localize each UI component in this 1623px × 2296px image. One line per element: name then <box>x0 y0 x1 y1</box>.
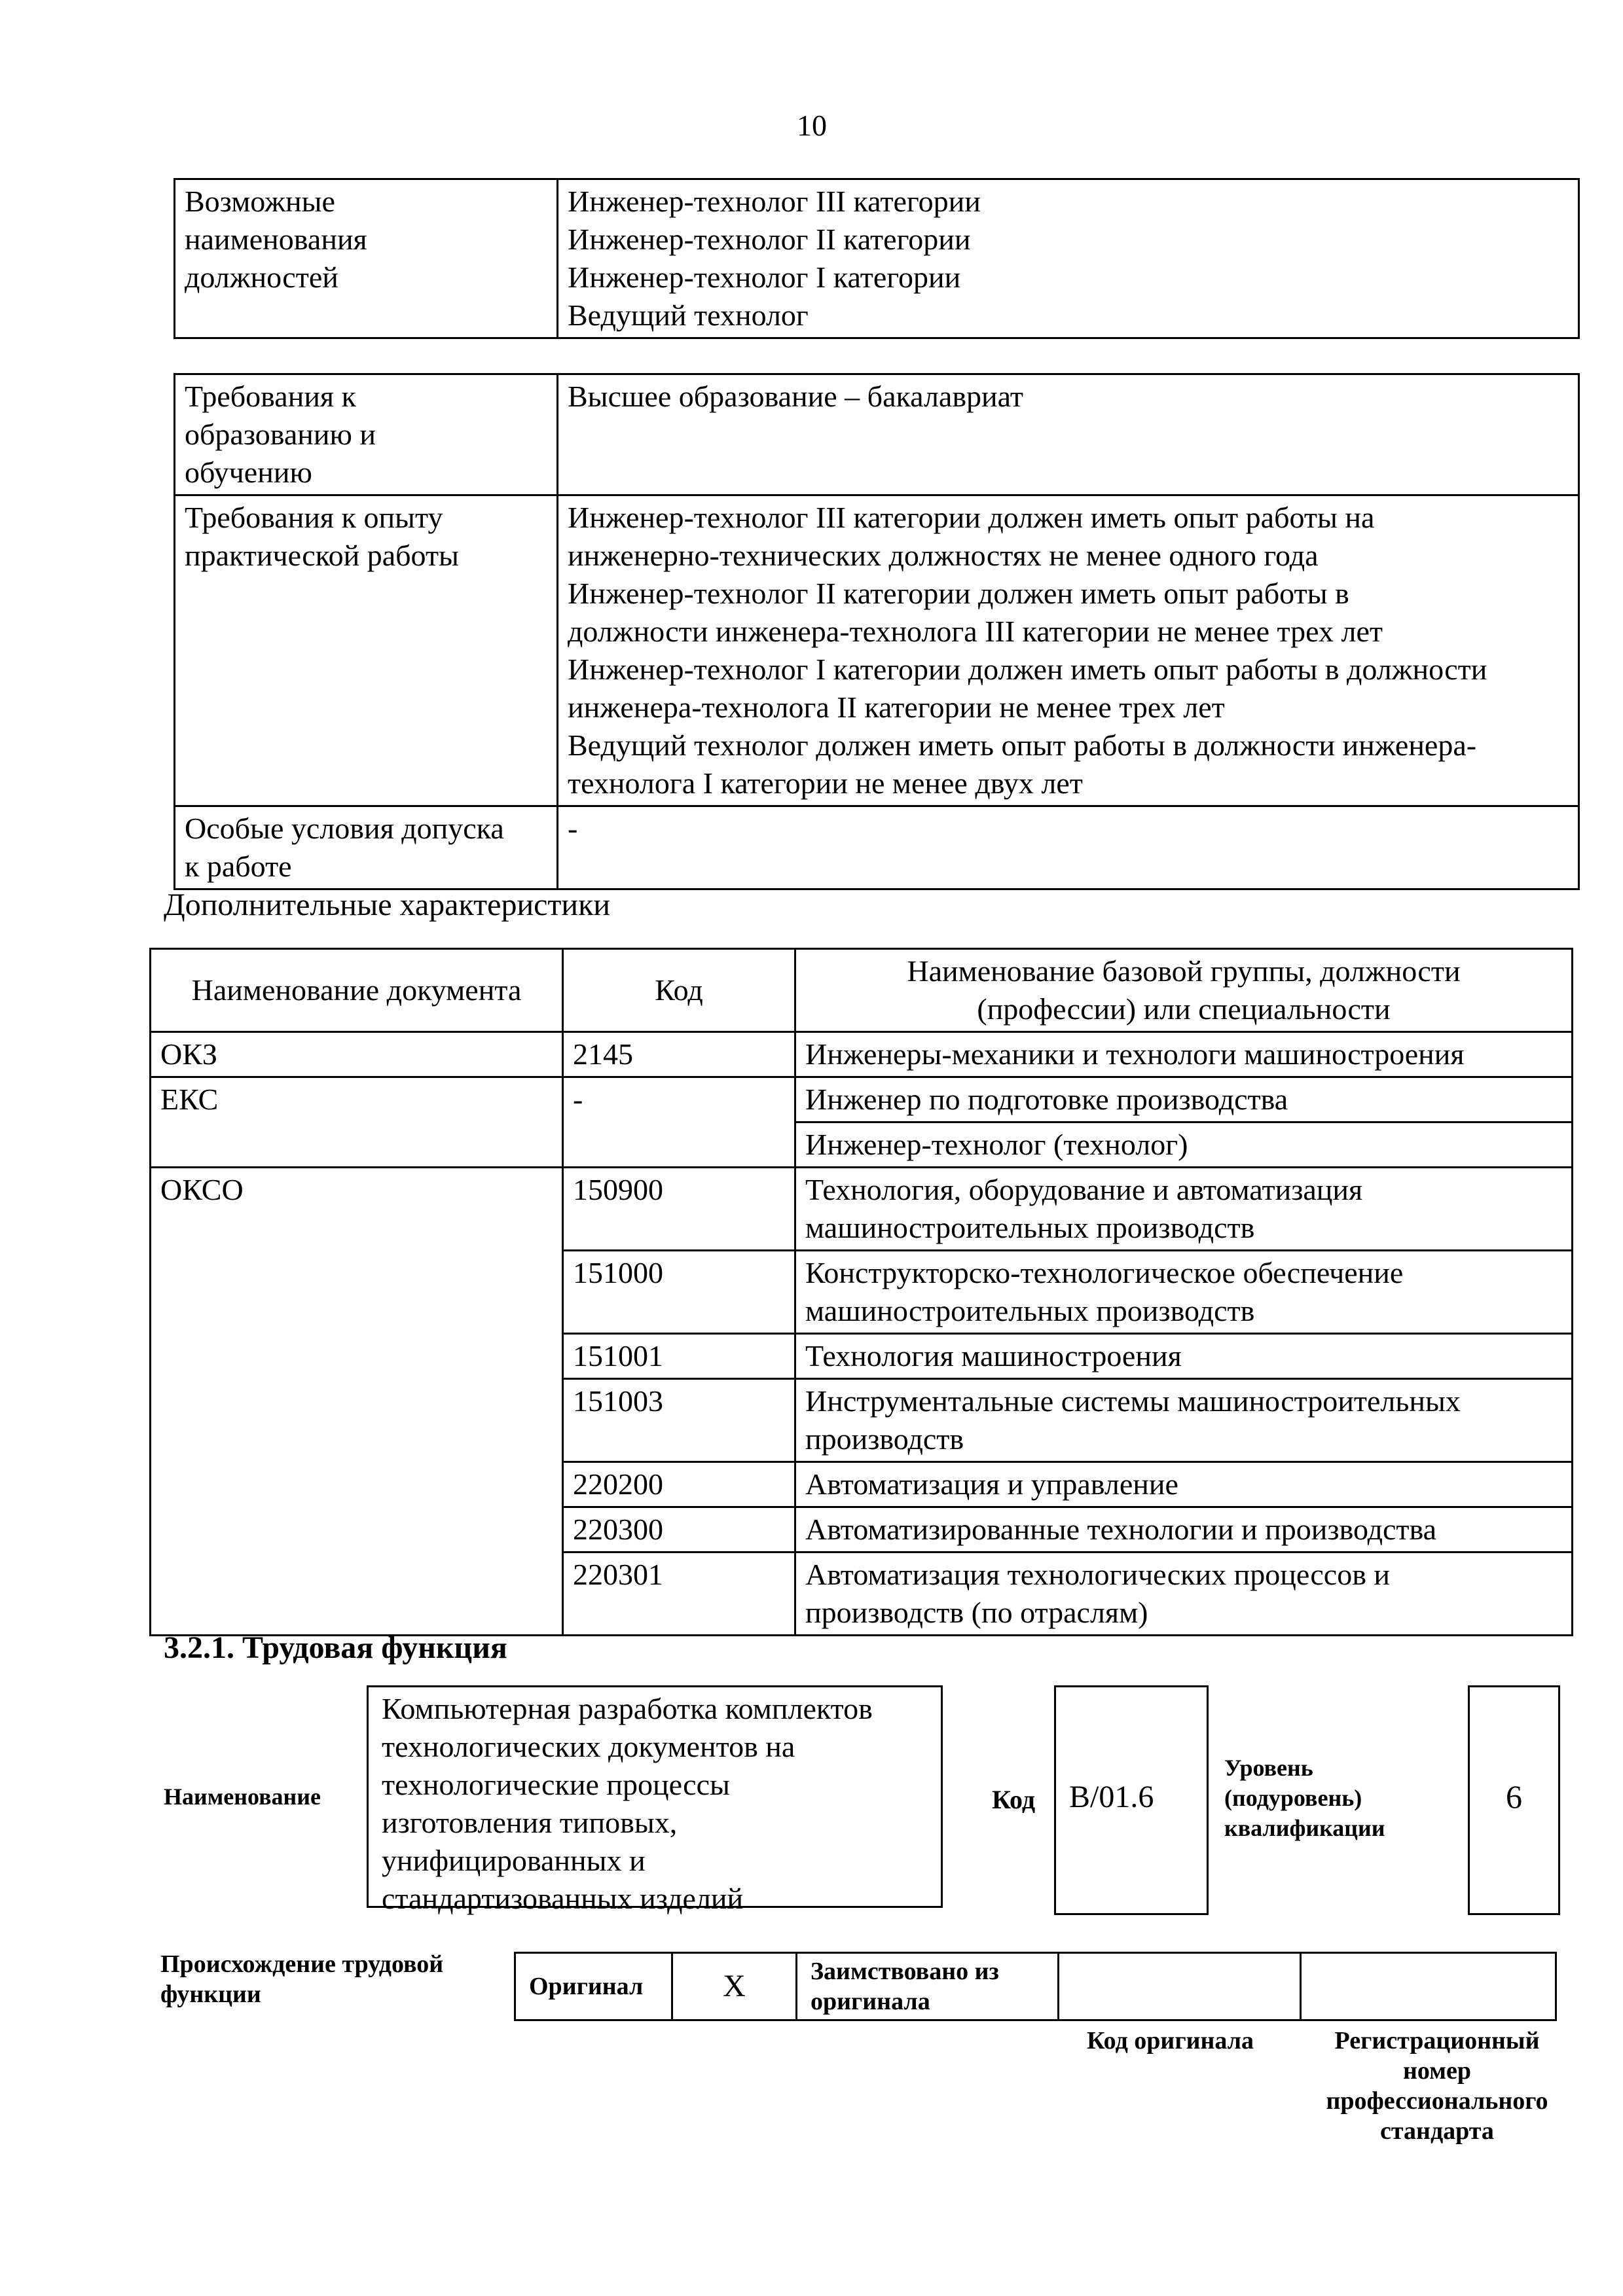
code-original-caption: Код оригинала <box>1087 2027 1254 2054</box>
name-cell <box>795 1077 1573 1122</box>
special-conditions-label-cell <box>175 806 558 889</box>
positions-label-line: Возможные <box>185 185 335 218</box>
code-cell: 220200 <box>563 1462 795 1507</box>
label-line: Требования к опыту <box>185 501 443 534</box>
original-code-cell <box>1059 1953 1301 2020</box>
table-row <box>151 1379 1573 1462</box>
table-row <box>175 179 1579 338</box>
code-cell <box>563 1122 795 1168</box>
table-row <box>175 495 1579 806</box>
special-conditions-value-cell <box>558 806 1579 889</box>
origin-label-line: Происхождение трудовой <box>160 1950 444 1978</box>
code-value: B/01.6 <box>1069 1780 1154 1814</box>
positions-label-line: должностей <box>185 260 338 294</box>
header-name <box>795 949 1573 1032</box>
page-number: 10 <box>797 109 827 142</box>
value-line: инженерно-технических должностях не менее одного года <box>568 539 1319 572</box>
value-line: - <box>568 812 578 845</box>
registration-number-cell <box>1301 1953 1556 2020</box>
name-line: Автоматизированные технологии и производства <box>805 1513 1437 1546</box>
doc-cell: ОКСО <box>151 1168 563 1251</box>
name-cell <box>795 1251 1573 1334</box>
code-cell: 220301 <box>563 1552 795 1636</box>
doc-cell <box>151 1251 563 1334</box>
origin-label-line: функции <box>160 1981 261 2008</box>
requirements-table <box>173 373 1580 890</box>
label-line: образованию и <box>185 418 376 451</box>
code-cell: 2145 <box>563 1032 795 1077</box>
name-line: машиностроительных производств <box>805 1294 1255 1327</box>
table-row <box>175 806 1579 889</box>
table-row <box>151 1552 1573 1636</box>
value-line: инженера-технолога II категории не менее трех лет <box>568 691 1225 724</box>
borrowed-label-line: оригинала <box>811 1988 930 2015</box>
name-cell <box>795 1032 1573 1077</box>
borrowed-label-cell <box>797 1953 1059 2020</box>
name-label: Наименование <box>164 1784 321 1810</box>
code-cell: 150900 <box>563 1168 795 1251</box>
name-cell <box>795 1462 1573 1507</box>
position-item: Инженер-технолог I категории <box>568 260 961 294</box>
name-cell <box>795 1122 1573 1168</box>
qualification-level-label <box>1224 1753 1385 1843</box>
doc-cell <box>151 1552 563 1636</box>
additional-characteristics-table <box>149 948 1573 1636</box>
name-line: производств <box>805 1422 964 1456</box>
education-label-cell <box>175 374 558 495</box>
value-line: должности инженера-технолога III категории не менее трех лет <box>568 615 1383 648</box>
table-row <box>151 1334 1573 1379</box>
origin-table <box>514 1952 1557 2021</box>
function-name-line: технологические процессы <box>382 1768 730 1801</box>
name-line: Инструментальные системы машиностроительных <box>805 1384 1461 1418</box>
doc-cell: ЕКС <box>151 1077 563 1122</box>
level-label-line: квалификации <box>1224 1815 1385 1841</box>
code-box <box>1054 1685 1209 1915</box>
function-name-line: технологических документов на <box>382 1730 795 1763</box>
header-code: Код <box>563 949 795 1032</box>
header-name-line: (профессии) или специальности <box>977 992 1391 1026</box>
reg-caption-line: профессионального <box>1326 2087 1548 2115</box>
level-label-line: Уровень <box>1224 1755 1313 1781</box>
level-label-line: (подуровень) <box>1224 1785 1362 1811</box>
name-line: машиностроительных производств <box>805 1211 1255 1244</box>
label-line: к работе <box>185 850 292 883</box>
table-row <box>151 1032 1573 1077</box>
registration-number-caption <box>1300 2026 1575 2146</box>
label-line: Особые условия допуска <box>185 812 504 845</box>
name-cell <box>795 1334 1573 1379</box>
level-value: 6 <box>1506 1778 1522 1815</box>
positions-table <box>173 178 1580 339</box>
reg-caption-line: стандарта <box>1380 2117 1494 2145</box>
experience-value-cell <box>558 495 1579 806</box>
function-name-line: изготовления типовых, <box>382 1806 678 1839</box>
code-cell: - <box>563 1077 795 1122</box>
doc-cell <box>151 1334 563 1379</box>
table-row <box>151 1251 1573 1334</box>
borrowed-label-line: Заимствовано из <box>811 1958 999 1985</box>
table-row <box>151 1462 1573 1507</box>
table-row <box>151 1168 1573 1251</box>
additional-characteristics-title: Дополнительные характеристики <box>164 888 611 922</box>
positions-label-line: наименования <box>185 223 367 256</box>
doc-cell: ОКЗ <box>151 1032 563 1077</box>
table-row <box>151 1122 1573 1168</box>
name-line: производств (по отраслям) <box>805 1596 1148 1629</box>
reg-caption-line: номер <box>1402 2057 1472 2085</box>
name-line: Автоматизация и управление <box>805 1467 1178 1501</box>
position-item: Инженер-технолог III категории <box>568 185 981 218</box>
name-line: Инженеры-механики и технологи машиностроения <box>805 1037 1465 1071</box>
name-line: Технология машиностроения <box>805 1339 1182 1372</box>
value-line: Ведущий технолог должен иметь опыт работы в должности инженера- <box>568 728 1477 762</box>
name-cell <box>795 1552 1573 1636</box>
labor-function-title: 3.2.1. Трудовая функция <box>164 1630 507 1665</box>
doc-cell <box>151 1507 563 1552</box>
value-line: Инженер-технолог II категории должен иметь опыт работы в <box>568 577 1349 610</box>
value-line: технолога I категории не менее двух лет <box>568 766 1083 800</box>
label-line: обучению <box>185 456 312 489</box>
experience-label-cell <box>175 495 558 806</box>
table-header-row <box>151 949 1573 1032</box>
header-name-line: Наименование базовой группы, должности <box>907 954 1461 988</box>
value-line: Инженер-технолог III категории должен иметь опыт работы на <box>568 501 1375 534</box>
function-name-line: унифицированных и <box>382 1844 646 1877</box>
code-label: Код <box>992 1785 1036 1814</box>
level-box <box>1468 1685 1560 1915</box>
name-line: Технология, оборудование и автоматизация <box>805 1173 1363 1206</box>
origin-label <box>160 1949 443 2009</box>
doc-cell <box>151 1379 563 1462</box>
name-line: Автоматизация технологических процессов и <box>805 1558 1391 1591</box>
labor-function-name-box <box>367 1685 943 1915</box>
code-cell: 220300 <box>563 1507 795 1552</box>
header-doc: Наименование документа <box>151 949 563 1032</box>
table-row <box>151 1077 1573 1122</box>
table-row <box>515 1953 1556 2020</box>
positions-value-cell <box>558 179 1579 338</box>
table-row <box>175 374 1579 495</box>
name-line: Инженер-технолог (технолог) <box>805 1128 1188 1161</box>
reg-caption-line: Регистрационный <box>1334 2027 1540 2054</box>
positions-label-cell <box>175 179 558 338</box>
name-line: Конструкторско-технологическое обеспечение <box>805 1256 1404 1289</box>
function-name-line: Компьютерная разработка комплектов <box>382 1692 873 1725</box>
code-cell: 151003 <box>563 1379 795 1462</box>
code-cell: 151001 <box>563 1334 795 1379</box>
value-line: Инженер-технолог I категории должен иметь опыт работы в должности <box>568 653 1487 686</box>
education-value-cell <box>558 374 1579 495</box>
code-cell: 151000 <box>563 1251 795 1334</box>
doc-cell <box>151 1462 563 1507</box>
position-item: Инженер-технолог II категории <box>568 223 971 256</box>
function-name-line: стандартизованных изделий <box>382 1882 744 1915</box>
label-line: Требования к <box>185 380 356 413</box>
value-line: Высшее образование – бакалавриат <box>568 380 1023 413</box>
original-label-cell: Оригинал <box>515 1953 672 2020</box>
original-mark-cell: X <box>672 1953 797 2020</box>
name-cell <box>795 1379 1573 1462</box>
name-cell <box>795 1168 1573 1251</box>
name-line: Инженер по подготовке производства <box>805 1083 1288 1116</box>
doc-cell <box>151 1122 563 1168</box>
position-item: Ведущий технолог <box>568 298 809 332</box>
table-row <box>151 1507 1573 1552</box>
name-cell <box>795 1507 1573 1552</box>
label-line: практической работы <box>185 539 459 572</box>
